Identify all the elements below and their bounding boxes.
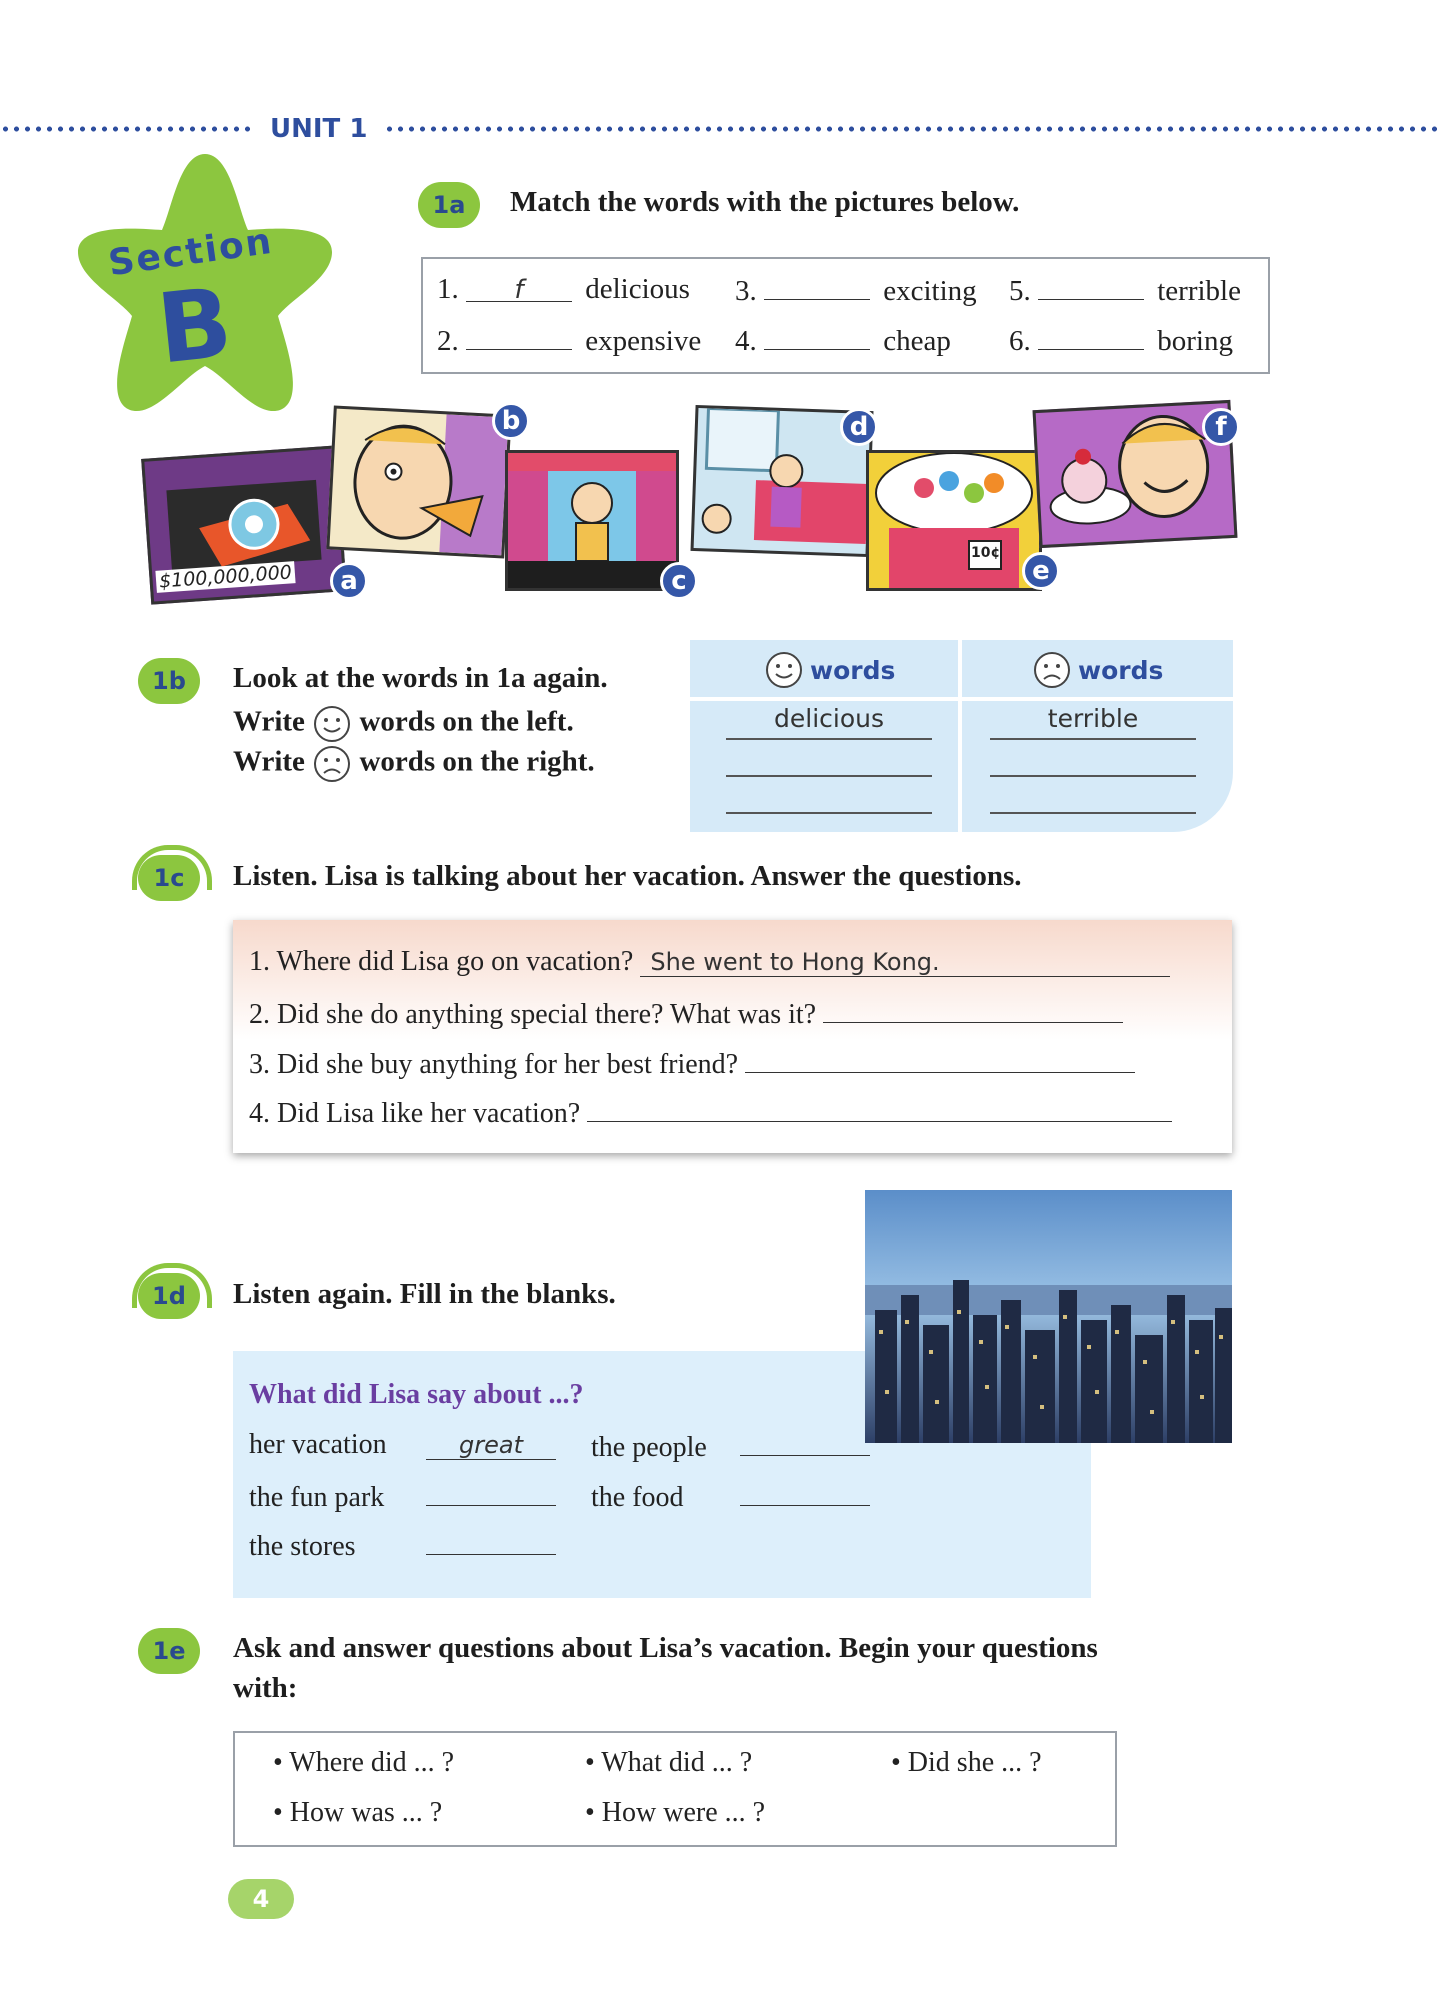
match-item-6	[1009, 323, 1233, 358]
match-num: 5.	[1009, 275, 1031, 307]
question-text: 1. Where did Lisa go on vacation?	[249, 946, 634, 977]
picture-label-d: d	[840, 408, 878, 446]
badge-1a: 1a	[418, 182, 480, 228]
text-write: Write	[233, 705, 305, 738]
answer-blank[interactable]	[764, 323, 870, 350]
happy-column-header	[764, 650, 895, 690]
gumball-price-sign: 10¢	[971, 545, 1001, 561]
questions-box	[233, 920, 1232, 1153]
instruction-1d: Listen again. Fill in the blanks.	[233, 1278, 616, 1310]
section-word: Section	[105, 220, 276, 285]
answer-blank[interactable]	[1038, 323, 1144, 350]
match-box	[421, 257, 1270, 374]
performer-icon	[508, 453, 676, 588]
match-item-1	[437, 273, 690, 306]
header-words: words	[810, 655, 896, 685]
text-write: Write	[233, 745, 305, 778]
item-the-food	[591, 1479, 870, 1514]
picture-c-show	[505, 450, 679, 591]
picture-b-pizza	[326, 405, 511, 558]
answer-blank[interactable]	[1038, 273, 1144, 300]
match-num: 3.	[735, 275, 757, 307]
match-word: delicious	[585, 273, 690, 305]
happy-word-1[interactable]: delicious	[774, 704, 884, 733]
item-label: the people	[591, 1432, 707, 1463]
table-header-divider	[690, 697, 1233, 701]
badge-1e: 1e	[138, 1628, 200, 1674]
section-letter: B	[152, 266, 237, 386]
smiley-icon	[312, 704, 352, 744]
question-text: 3. Did she buy anything for her best friend?	[249, 1049, 739, 1080]
answer-blank[interactable]: f	[466, 275, 572, 302]
unit-label: UNIT 1	[270, 114, 368, 144]
header-dots-left	[0, 126, 250, 132]
item-answer[interactable]	[740, 1429, 870, 1456]
smiley-icon	[764, 650, 804, 690]
answer-2[interactable]	[823, 996, 1123, 1023]
match-item-2	[437, 323, 701, 358]
answer-blank[interactable]	[764, 273, 870, 300]
happy-answer-line-1[interactable]	[726, 738, 932, 740]
question-text: 4. Did Lisa like her vacation?	[249, 1098, 581, 1129]
badge-1c-headphones: 1c	[138, 855, 200, 901]
match-num: 4.	[735, 325, 757, 357]
match-num: 1.	[437, 273, 459, 305]
starter-how-was: • How was ... ?	[273, 1797, 443, 1828]
badge-1b: 1b	[138, 658, 200, 704]
instruction-1b-line2	[233, 704, 574, 744]
item-the-people	[591, 1429, 870, 1464]
item-answer[interactable]	[426, 1479, 556, 1506]
match-item-4	[735, 323, 951, 358]
page-number: 4	[228, 1879, 294, 1919]
picture-e-gumball	[866, 450, 1042, 591]
answer-3[interactable]	[745, 1046, 1135, 1073]
text-words-left: words on the left.	[359, 705, 574, 738]
header-words: words	[1078, 655, 1164, 685]
hong-kong-skyline-photo	[865, 1190, 1232, 1443]
match-word: expensive	[585, 325, 702, 357]
instruction-1b-line3	[233, 744, 595, 784]
starter-how-were: • How were ... ?	[585, 1797, 766, 1828]
item-answer[interactable]	[426, 1528, 556, 1555]
city-skyline-icon	[865, 1190, 1232, 1443]
fill-blanks-title: What did Lisa say about ...?	[249, 1379, 584, 1410]
happy-answer-line-3[interactable]	[726, 812, 932, 814]
answer-1[interactable]: She went to Hong Kong.	[640, 948, 1170, 977]
question-1	[249, 946, 1199, 978]
question-starters-box	[233, 1731, 1117, 1847]
item-the-stores	[249, 1528, 556, 1563]
match-word: terrible	[1157, 275, 1241, 307]
match-item-5	[1009, 273, 1241, 308]
face-eating-icon	[330, 409, 509, 556]
item-the-fun-park	[249, 1479, 556, 1514]
match-word: cheap	[883, 325, 951, 357]
item-label: the food	[591, 1482, 684, 1513]
happy-answer-line-2[interactable]	[726, 775, 932, 777]
picture-a-caption: $100,000,000	[155, 561, 295, 593]
sad-column-header	[1032, 650, 1163, 690]
answer-4[interactable]	[587, 1095, 1172, 1122]
question-3	[249, 1046, 1199, 1081]
match-item-3	[735, 273, 977, 308]
sad-answer-line-3[interactable]	[990, 812, 1196, 814]
gumball-machine-icon	[869, 453, 1039, 588]
question-text: 2. Did she do anything special there? What was it?	[249, 999, 817, 1030]
item-answer[interactable]	[740, 1479, 870, 1506]
item-label: her vacation	[249, 1429, 387, 1460]
sad-face-icon	[1032, 650, 1072, 690]
instruction-1c: Listen. Lisa is talking about her vacation. Answer the questions.	[233, 860, 1022, 892]
text-words-right: words on the right.	[359, 745, 595, 778]
item-her-vacation	[249, 1429, 556, 1461]
header-dots-right	[384, 126, 1440, 132]
starter-where-did: • Where did ... ?	[273, 1747, 455, 1778]
item-label: the fun park	[249, 1482, 385, 1513]
item-label: the stores	[249, 1531, 356, 1562]
match-num: 6.	[1009, 325, 1031, 357]
answer-blank[interactable]	[466, 323, 572, 350]
picture-label-a: a	[330, 562, 368, 600]
sad-answer-line-2[interactable]	[990, 775, 1196, 777]
match-word: exciting	[883, 275, 977, 307]
question-2	[249, 996, 1199, 1031]
match-word: boring	[1157, 325, 1233, 357]
starter-did-she: • Did she ... ?	[891, 1747, 1042, 1778]
badge-1d-headphones: 1d	[138, 1273, 200, 1319]
starter-what-did: • What did ... ?	[585, 1747, 753, 1778]
words-table	[690, 640, 1233, 832]
instruction-1e-line2: with:	[233, 1672, 298, 1704]
table-vertical-divider	[958, 640, 962, 832]
item-answer[interactable]: great	[426, 1431, 556, 1460]
picture-label-c: c	[660, 562, 698, 600]
sad-word-1[interactable]: terrible	[1047, 704, 1139, 733]
picture-label-e: e	[1022, 552, 1060, 590]
picture-label-b: b	[492, 402, 530, 440]
instruction-1a: Match the words with the pictures below.	[510, 186, 1020, 218]
picture-label-f: f	[1202, 408, 1240, 446]
sad-answer-line-1[interactable]	[990, 738, 1196, 740]
question-4	[249, 1095, 1199, 1130]
instruction-1e-line1: Ask and answer questions about Lisa’s vacation. Begin your questions	[233, 1632, 1098, 1664]
match-num: 2.	[437, 325, 459, 357]
sad-face-icon	[312, 744, 352, 784]
instruction-1b-line1: Look at the words in 1a again.	[233, 662, 608, 694]
